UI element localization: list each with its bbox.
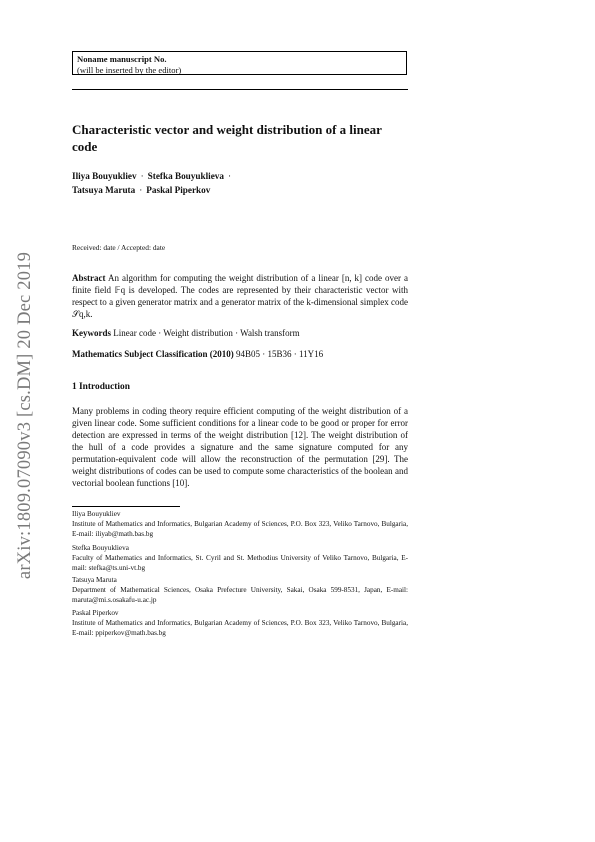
abstract-text: An algorithm for computing the weight distribution of a linear [n, k] code over a finite field 𝔽q is developed. The codes are represented by their characteristic vector with respect to a given generator matrix and a generator matrix of the k-dimensional simplex code 𝒮q,k.: [72, 273, 408, 319]
abstract-label: Abstract: [72, 273, 106, 283]
manuscript-number: Noname manuscript No.: [77, 54, 167, 64]
affiliation-name: Paskal Piperkov: [72, 609, 119, 617]
keywords: [72, 327, 408, 339]
keywords-text: Linear code · Weight distribution · Walsh transform: [113, 328, 300, 338]
header-rule: [72, 89, 408, 90]
author-list: [72, 169, 408, 197]
author-1: Iliya Bouyukliev: [72, 171, 137, 181]
msc-classification: [72, 348, 408, 360]
author-separator: ·: [227, 171, 232, 181]
paper-title: Characteristic vector and weight distribution of a linear code: [72, 122, 382, 154]
author-4: Paskal Piperkov: [146, 185, 211, 195]
affiliation-2: [72, 544, 408, 573]
arxiv-identifier: arXiv:1809.07090v3 [cs.DM] 20 Dec 2019: [15, 251, 36, 579]
affiliation-name: Stefka Bouyuklieva: [72, 544, 129, 552]
affiliation-address: Faculty of Mathematics and Informatics, St. Cyril and St. Methodius University of Veliko Tarnovo, Bulgaria, E-mail: stefka@ts.uni-vt.bg: [72, 553, 408, 572]
manuscript-box: [72, 51, 407, 75]
arxiv-sidebar: [4, 235, 48, 595]
msc-label: Mathematics Subject Classification (2010): [72, 349, 234, 359]
affiliation-name: Tatsuya Maruta: [72, 576, 117, 584]
affiliation-address: Department of Mathematical Sciences, Osaka Prefecture University, Sakai, Osaka 599-8531, Japan, E-mail: maruta@mi.s.osakafu-u.ac.jp: [72, 585, 408, 604]
author-2: Stefka Bouyuklieva: [147, 171, 224, 181]
received-dates: Received: date / Accepted: date: [72, 243, 166, 252]
affiliation-4: [72, 609, 408, 638]
introduction-paragraph: Many problems in coding theory require efficient computing of the weight distribution of a given linear code. Some sufficient conditions for a linear code to be good or proper for error detection are expressed in terms of the weight distribution [12]. The weight distribution of the hull of a code provides a signature and the same signature computed for any permutation-equivalent code will allow the reconstruction of the permutation [29]. The weight distributions of codes can be used to compute some characteristics of the boolean and vectorial boolean functions [10].: [72, 406, 408, 488]
manuscript-note: (will be inserted by the editor): [77, 64, 182, 75]
affiliation-name: Iliya Bouyukliev: [72, 510, 121, 518]
author-separator: ·: [139, 185, 143, 195]
affiliation-1: [72, 510, 408, 539]
affiliation-address: Institute of Mathematics and Informatics, Bulgarian Academy of Sciences, P.O. Box 323, Veliko Tarnovo, Bulgaria, E-mail: iliyab@math.bas.bg: [72, 519, 408, 538]
affiliation-address: Institute of Mathematics and Informatics, Bulgarian Academy of Sciences, P.O. Box 323, Veliko Tarnovo, Bulgaria, E-mail: ppiperkov@math.bas.bg: [72, 618, 408, 637]
abstract: [72, 272, 408, 320]
author-3: Tatsuya Maruta: [72, 185, 136, 195]
msc-codes: 94B05 · 15B36 · 11Y16: [235, 349, 324, 359]
section-heading: 1 Introduction: [72, 382, 130, 392]
keywords-label: Keywords: [72, 328, 111, 338]
footnote-rule: [72, 506, 180, 507]
affiliation-3: [72, 576, 408, 605]
author-separator: ·: [140, 171, 144, 181]
